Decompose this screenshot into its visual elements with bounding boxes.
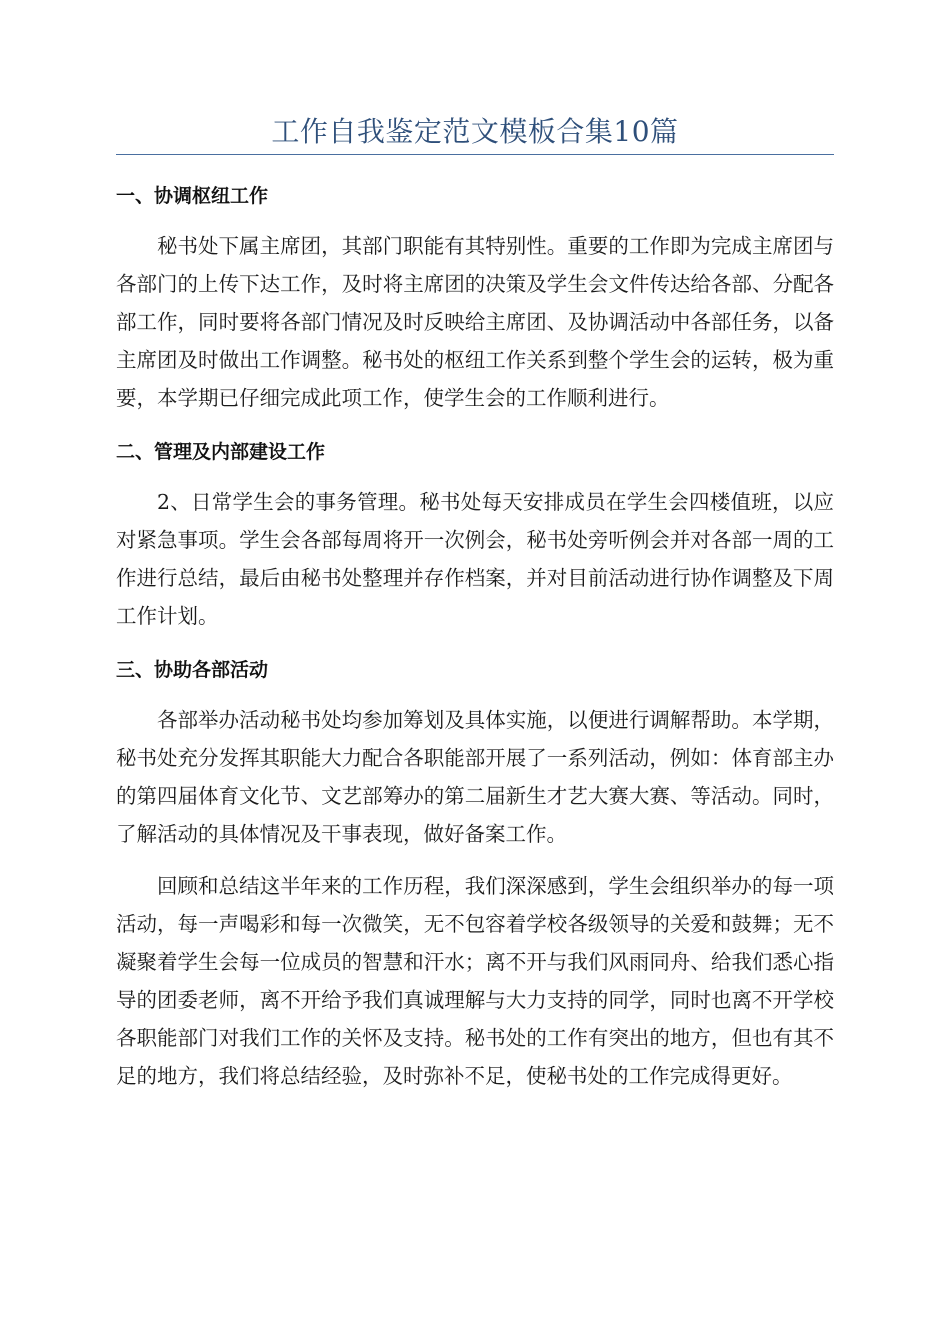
section-paragraph: 各部举办活动秘书处均参加筹划及具体实施，以便进行调解帮助。本学期，秘书处充分发挥其职能大力配合各职能部开展了一系列活动，例如：体育部主办的第四届体育文化节、文艺部筹办的第二届新生才艺大赛大赛、等活动。同时，了解活动的具体情况及干事表现，做好备案工作。 xyxy=(116,708,834,846)
section-heading: 一、协调枢纽工作 xyxy=(116,185,269,207)
section-paragraph: 回顾和总结这半年来的工作历程，我们深深感到，学生会组织举办的每一项活动，每一声喝彩和每一次微笑，无不包容着学校各级领导的关爱和鼓舞；无不凝聚着学生会每一位成员的智慧和汗水；离不开与我们风雨同舟、给我们悉心指导的团委老师，离不开给予我们真诚理解与大力支持的同学，同时也离不开学校各职能部门对我们工作的关怀及支持。秘书处的工作有突出的地方，但也有其不足的地方，我们将总结经验，及时弥补不足，使秘书处的工作完成得更好。 xyxy=(116,874,834,1088)
section-activities xyxy=(116,657,834,1095)
section-management xyxy=(116,439,834,635)
section-heading: 二、管理及内部建设工作 xyxy=(116,441,326,463)
title-underline-divider xyxy=(116,154,834,155)
section-coordination xyxy=(116,183,834,417)
document-page xyxy=(116,0,834,1095)
section-paragraph: 2、日常学生会的事务管理。秘书处每天安排成员在学生会四楼值班，以应对紧急事项。学生会各部每周将开一次例会，秘书处旁听例会并对各部一周的工作进行总结，最后由秘书处整理并存作档案，并对目前活动进行协作调整及下周工作计划。 xyxy=(116,490,834,628)
section-heading: 三、协助各部活动 xyxy=(116,659,269,681)
section-paragraph: 秘书处下属主席团，其部门职能有其特别性。重要的工作即为完成主席团与各部门的上传下达工作，及时将主席团的决策及学生会文件传达给各部、分配各部工作，同时要将各部门情况及时反映给主席团、及协调活动中各部任务，以备主席团及时做出工作调整。秘书处的枢纽工作关系到整个学生会的运转，极为重要，本学期已仔细完成此项工作，使学生会的工作顺利进行。 xyxy=(116,234,834,410)
document-title: 工作自我鉴定范文模板合集10篇 xyxy=(271,115,679,148)
